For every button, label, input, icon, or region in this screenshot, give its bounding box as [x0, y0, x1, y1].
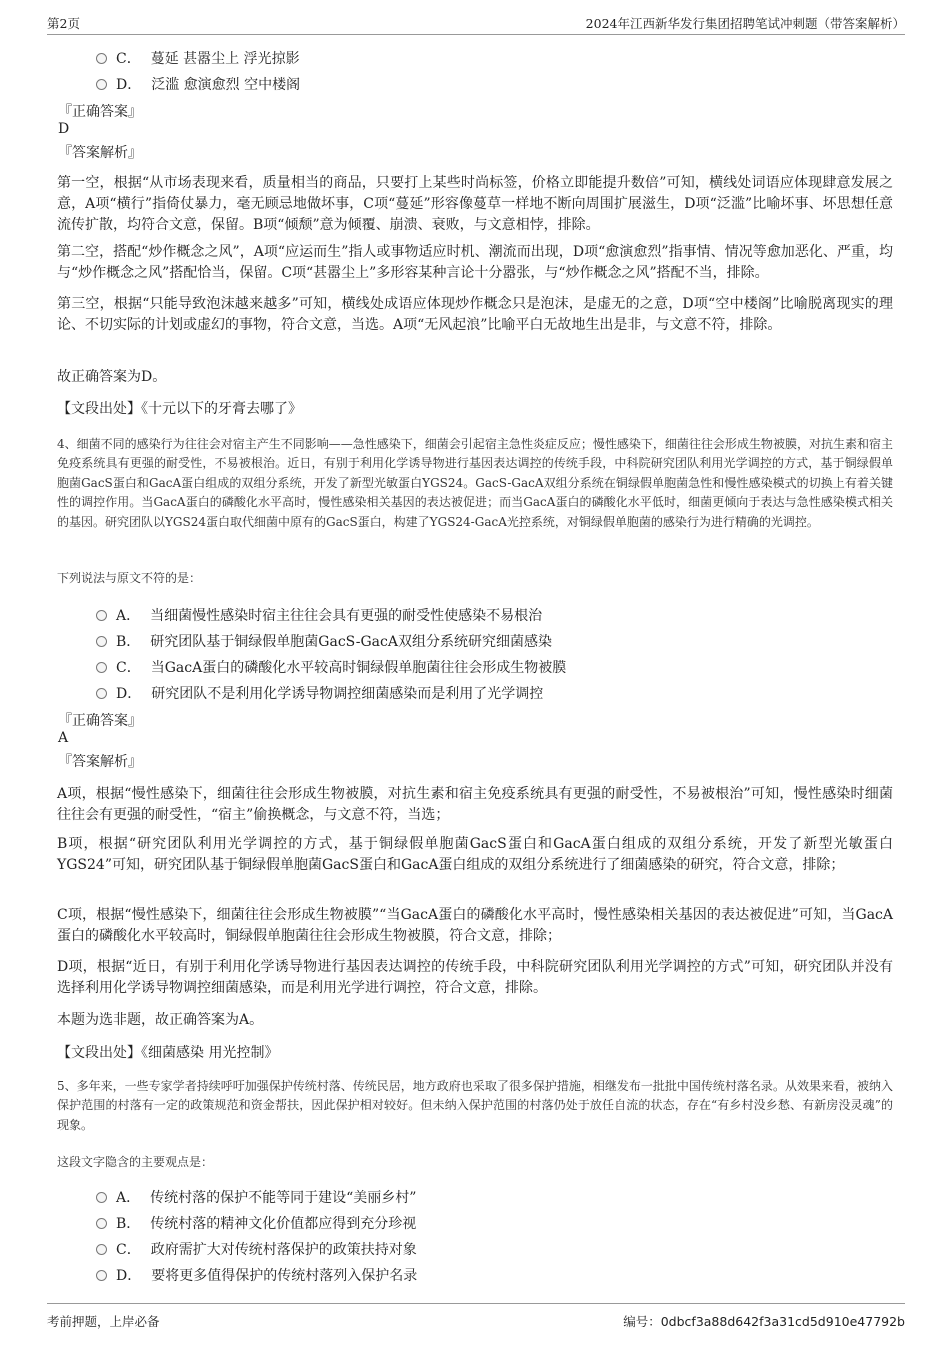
question-prompt: 这段文字隐含的主要观点是： — [57, 1155, 214, 1169]
q5-option-a[interactable]: A． 传统村落的保护不能等同于建设“美丽乡村” — [96, 1187, 416, 1207]
radio-icon[interactable] — [96, 1192, 107, 1203]
analysis-paragraph: 第三空，根据“只能导致泡沫越来越多”可知，横线处成语应体现炒作概念只是泡沫，是虚无的之意，D项“空中楼阁”比喻脱离现实的理论、不切实际的计划或虚幻的事物，符合文意，当选。A项“无风起浪”比喻平白无故地生出是非，与文意不符，排除。 — [57, 296, 893, 333]
analysis-label: 『答案解析』 — [58, 145, 142, 161]
correct-answer: D — [58, 121, 70, 137]
page-header — [47, 14, 905, 35]
analysis-paragraph: 第一空，根据“从市场表现来看，质量相当的商品，只要打上某些时尚标签，价格立即能提升数倍”可知，横线处词语应体现肆意发展之意，A项“横行”指倚仗暴力，毫无顾忌地做坏事，C项“蔓延”形容像蔓草一样地不断向周围扩展滋生，D项“泛滥”比喻坏事、坏思想任意流传扩散，均符合文意，保留。B项“倾颓”意为倾覆、崩溃、衰败，与文意相悖，排除。 — [57, 175, 893, 233]
analysis-paragraph: B项，根据“研究团队利用光学调控的方式，基于铜绿假单胞菌GacS蛋白和GacA蛋白组成的双组分系统，开发了新型光敏蛋白YGS24”可知，研究团队基于铜绿假单胞菌GacS蛋白和GacA蛋白组成的双组分系统进行了细菌感染的研究，符合文意，排除； — [57, 836, 893, 873]
q3-option-c[interactable]: C． 蔓延 甚嚣尘上 浮光掠影 — [96, 48, 300, 68]
radio-icon[interactable] — [96, 1218, 107, 1229]
analysis-label: 『答案解析』 — [58, 754, 142, 770]
radio-icon[interactable] — [96, 662, 107, 673]
q4-option-b[interactable]: B． 研究团队基于铜绿假单胞菌GacS-GacA双组分系统研究细菌感染 — [96, 631, 552, 651]
source-reference: 【文段出处】《细菌感染 用光控制》 — [57, 1045, 279, 1061]
radio-icon[interactable] — [96, 610, 107, 621]
radio-icon[interactable] — [96, 1270, 107, 1281]
question-prompt: 下列说法与原文不符的是： — [57, 571, 202, 585]
radio-icon[interactable] — [96, 636, 107, 647]
document-code: 编号：0dbcf3a88d642f3a31cd5d910e47792b — [623, 1314, 905, 1329]
question-stem: 4、细菌不同的感染行为往往会对宿主产生不同影响——急性感染下，细菌会引起宿主急性炎症反应；慢性感染下，细菌往往会形成生物被膜，对抗生素和宿主免疫系统具有更强的耐受性，不易被根治。近日，有别于利用化学诱导物进行基因表达调控的传统手段，中科院研究团队利用光学调控的方式，基于铜绿假单胞菌GacS蛋白和GacA蛋白组成的双组分系统，开发了新型光敏蛋白YGS24。GacS-GacA双组分系统在铜绿假单胞菌急性和慢性感染模式的切换上有着关键性的调控作用。当GacA蛋白的磷酸化水平高时，慢性感染相关基因的表达被促进；而当GacA蛋白的磷酸化水平低时，细菌更倾向于表达与急性感染模式相关的基因。研究团队以YGS24蛋白取代细菌中原有的GacS蛋白，构建了YGS24-GacA光控系统，对铜绿假单胞菌的感染行为进行精确的光调控。 — [57, 437, 893, 529]
radio-icon[interactable] — [96, 79, 107, 90]
analysis-conclusion: 本题为选非题，故正确答案为A。 — [57, 1012, 264, 1028]
q5-option-c[interactable]: C． 政府需扩大对传统村落保护的政策扶持对象 — [96, 1239, 417, 1259]
analysis-paragraph: A项，根据“慢性感染下，细菌往往会形成生物被膜，对抗生素和宿主免疫系统具有更强的耐受性，不易被根治”可知，慢性感染时细菌往往会有更强的耐受性，“宿主”偷换概念，与文意不符，当选； — [57, 786, 893, 823]
q4-option-c[interactable]: C． 当GacA蛋白的磷酸化水平较高时铜绿假单胞菌往往会形成生物被膜 — [96, 657, 566, 677]
correct-answer-label: 『正确答案』 — [58, 104, 142, 120]
page-number: 第2页 — [47, 16, 80, 31]
question-stem: 5、多年来，一些专家学者持续呼吁加强保护传统村落、传统民居，地方政府也采取了很多保护措施，相继发布一批批中国传统村落名录。从效果来看，被纳入保护范围的村落有一定的政策规范和资金帮扶，因此保护相对较好。但未纳入保护范围的村落仍处于放任自流的状态，存在“有乡村没乡愁、有新房没灵魂”的现象。 — [57, 1079, 893, 1132]
q5-option-b[interactable]: B． 传统村落的精神文化价值都应得到充分珍视 — [96, 1213, 416, 1233]
footer-slogan: 考前押题，上岸必备 — [47, 1314, 160, 1329]
correct-answer-label: 『正确答案』 — [58, 713, 142, 729]
analysis-paragraph: 第二空，搭配“炒作概念之风”，A项“应运而生”指人或事物适应时机、潮流而出现，D项“愈演愈烈”指事情、情况等愈加恶化、严重，均与“炒作概念之风”搭配恰当，保留。C项“甚嚣尘上”多形容某种言论十分嚣张，与“炒作概念之风”搭配不当，排除。 — [57, 244, 893, 281]
correct-answer: A — [58, 730, 69, 746]
document-title: 2024年江西新华发行集团招聘笔试冲刺题（带答案解析） — [585, 16, 905, 31]
q3-option-d[interactable]: D． 泛滥 愈演愈烈 空中楼阁 — [96, 74, 300, 94]
q4-option-a[interactable]: A． 当细菌慢性感染时宿主往往会具有更强的耐受性使感染不易根治 — [96, 605, 542, 625]
radio-icon[interactable] — [96, 1244, 107, 1255]
analysis-conclusion: 故正确答案为D。 — [57, 369, 167, 385]
q4-option-d[interactable]: D． 研究团队不是利用化学诱导物调控细菌感染而是利用了光学调控 — [96, 683, 543, 703]
q5-option-d[interactable]: D． 要将更多值得保护的传统村落列入保护名录 — [96, 1265, 417, 1285]
analysis-paragraph: D项，根据“近日，有别于利用化学诱导物进行基因表达调控的传统手段，中科院研究团队利用光学调控的方式”可知，研究团队并没有选择利用化学诱导物调控细菌感染，而是利用光学进行调控，符合文意，排除。 — [57, 959, 893, 996]
radio-icon[interactable] — [96, 688, 107, 699]
page-footer — [47, 1303, 905, 1330]
analysis-paragraph: C项，根据“慢性感染下，细菌往往会形成生物被膜”“当GacA蛋白的磷酸化水平高时，慢性感染相关基因的表达被促进”可知，当GacA蛋白的磷酸化水平较高时，铜绿假单胞菌往往会形成生物被膜，符合文意，排除； — [57, 907, 893, 944]
source-reference: 【文段出处】《十元以下的牙膏去哪了》 — [57, 401, 302, 417]
radio-icon[interactable] — [96, 53, 107, 64]
